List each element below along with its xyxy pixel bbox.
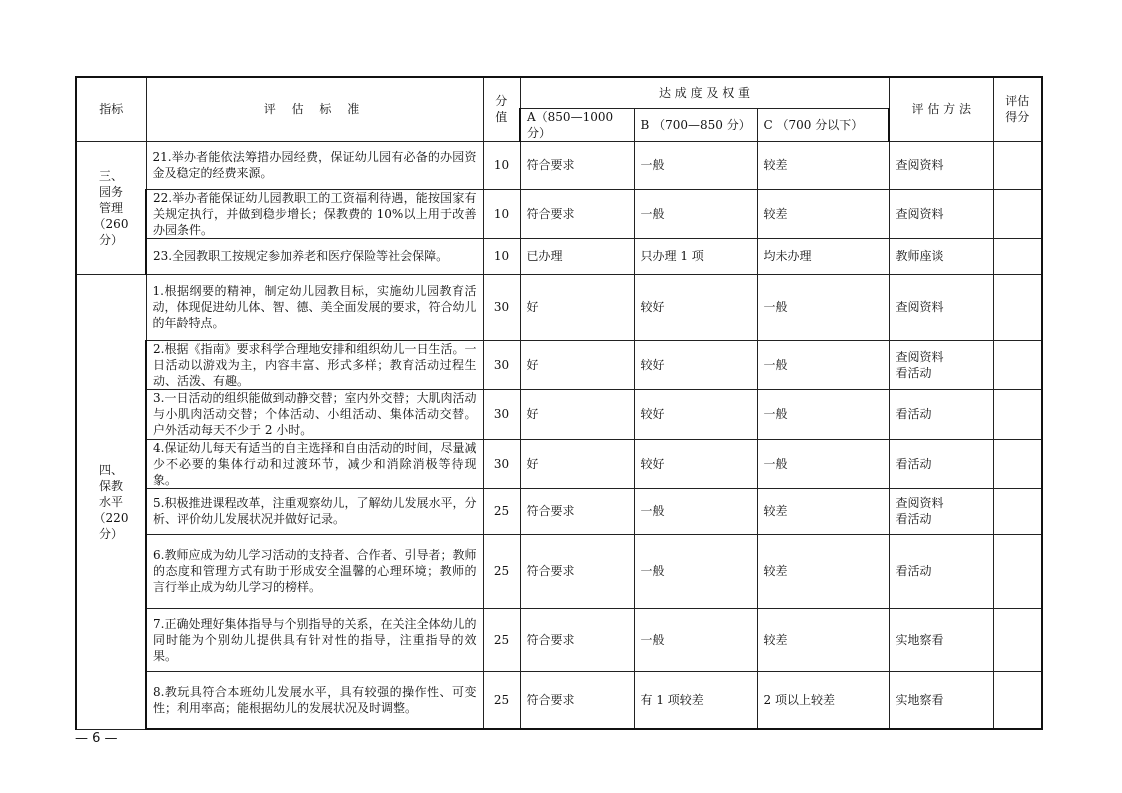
level-b-cell: 一般 bbox=[634, 608, 757, 671]
header-level-c: C （700 分以下） bbox=[757, 108, 889, 141]
table-row bbox=[76, 274, 1042, 340]
result-cell[interactable] bbox=[993, 488, 1042, 534]
score-cell: 10 bbox=[483, 141, 520, 189]
level-a-cell: 好 bbox=[520, 439, 634, 488]
header-result-top: 评估 bbox=[1005, 94, 1030, 109]
level-a-cell: 符合要求 bbox=[520, 671, 634, 729]
criterion-cell: 4.保证幼儿每天有适当的自主选择和自由活动的时间，尽量减少不必要的集体行动和过渡环节，减少和消除消极等待现象。 bbox=[146, 439, 483, 488]
level-a-cell: 好 bbox=[520, 274, 634, 340]
method-line: 看活动 bbox=[895, 456, 932, 471]
section-label bbox=[76, 141, 146, 274]
criterion-cell: 3.一日活动的组织能做到动静交替；室内外交替；大肌肉活动与小肌肉活动交替；个体活动、小组活动、集体活动交替。户外活动每天不少于 2 小时。 bbox=[146, 389, 483, 439]
header-result-bottom: 得分 bbox=[1005, 110, 1030, 125]
level-a-cell: 符合要求 bbox=[520, 534, 634, 608]
evaluation-table bbox=[75, 76, 1043, 730]
result-cell[interactable] bbox=[993, 340, 1042, 389]
criterion-cell: 6.教师应成为幼儿学习活动的支持者、合作者、引导者；教师的态度和管理方式有助于形成安全温馨的心理环境；教师的言行举止成为幼儿学习的榜样。 bbox=[146, 534, 483, 608]
method-line: 查阅资料 bbox=[895, 496, 944, 510]
method-line: 实地察看 bbox=[895, 632, 944, 647]
level-a-cell: 好 bbox=[520, 389, 634, 439]
level-a-cell: 符合要求 bbox=[520, 189, 634, 238]
level-b-cell: 一般 bbox=[634, 141, 757, 189]
result-cell[interactable] bbox=[993, 671, 1042, 729]
method-cell bbox=[889, 671, 993, 729]
level-c-cell: 较差 bbox=[757, 608, 889, 671]
method-line: 看活动 bbox=[895, 512, 932, 526]
score-cell: 30 bbox=[483, 439, 520, 488]
section-label-line: （220 分） bbox=[93, 510, 129, 541]
level-c-cell: 较差 bbox=[757, 189, 889, 238]
level-c-cell: 一般 bbox=[757, 274, 889, 340]
level-c-cell: 一般 bbox=[757, 439, 889, 488]
table-row bbox=[76, 671, 1042, 729]
level-b-cell: 一般 bbox=[634, 488, 757, 534]
table-row bbox=[76, 608, 1042, 671]
page-number: — 6 — bbox=[75, 731, 118, 746]
section-label-line: 水平 bbox=[98, 494, 123, 509]
level-a-cell: 符合要求 bbox=[520, 488, 634, 534]
method-cell bbox=[889, 488, 993, 534]
criterion-cell: 7.正确处理好集体指导与个别指导的关系，在关注全体幼儿的同时能为个别幼儿提供具有针对性的指导，注重指导的效果。 bbox=[146, 608, 483, 671]
level-b-cell: 较好 bbox=[634, 389, 757, 439]
method-cell bbox=[889, 340, 993, 389]
level-c-cell: 较差 bbox=[757, 488, 889, 534]
level-c-cell: 一般 bbox=[757, 340, 889, 389]
header-level-a: A（850—1000 分） bbox=[520, 108, 634, 141]
result-cell[interactable] bbox=[993, 534, 1042, 608]
table-row bbox=[76, 141, 1042, 189]
result-cell[interactable] bbox=[993, 274, 1042, 340]
criterion-cell: 1.根据纲要的精神，制定幼儿园教目标，实施幼儿园教育活动，体现促进幼儿体、智、德、美全面发展的要求，符合幼儿的年龄特点。 bbox=[146, 274, 483, 340]
criterion-cell: 22.举办者能保证幼儿园教职工的工资福利待遇，能按国家有关规定执行，并做到稳步增长；保教费的 10%以上用于改善办园条件。 bbox=[146, 189, 483, 238]
section-label-line: 保教 bbox=[98, 478, 123, 493]
level-a-cell: 符合要求 bbox=[520, 141, 634, 189]
header-result bbox=[993, 77, 1042, 141]
score-cell: 30 bbox=[483, 389, 520, 439]
score-cell: 25 bbox=[483, 488, 520, 534]
score-cell: 25 bbox=[483, 534, 520, 608]
header-level-b: B （700—850 分） bbox=[634, 108, 757, 141]
score-cell: 30 bbox=[483, 274, 520, 340]
level-b-cell: 较好 bbox=[634, 274, 757, 340]
criterion-cell: 23.全园教职工按规定参加养老和医疗保险等社会保障。 bbox=[146, 238, 483, 274]
level-c-cell: 较差 bbox=[757, 141, 889, 189]
result-cell[interactable] bbox=[993, 608, 1042, 671]
level-b-cell: 只办理 1 项 bbox=[634, 238, 757, 274]
table-row bbox=[76, 534, 1042, 608]
method-line: 查阅资料 bbox=[895, 300, 944, 314]
level-a-cell: 符合要求 bbox=[520, 608, 634, 671]
method-line: 教师座谈 bbox=[895, 249, 944, 263]
header-method: 评 估 方 法 bbox=[889, 77, 993, 141]
score-cell: 10 bbox=[483, 238, 520, 274]
level-a-cell: 好 bbox=[520, 340, 634, 389]
section-label-line: 四、 bbox=[98, 462, 123, 477]
method-cell bbox=[889, 141, 993, 189]
level-b-cell: 较好 bbox=[634, 439, 757, 488]
section-label-line: 园务 bbox=[98, 184, 123, 199]
method-line: 看活动 bbox=[895, 365, 932, 380]
table-row bbox=[76, 189, 1042, 238]
result-cell[interactable] bbox=[993, 189, 1042, 238]
method-cell bbox=[889, 608, 993, 671]
criterion-cell: 8.教玩具符合本班幼儿发展水平，具有较强的操作性、可变性；利用率高；能根据幼儿的发展状况及时调整。 bbox=[146, 671, 483, 729]
result-cell[interactable] bbox=[993, 238, 1042, 274]
score-cell: 25 bbox=[483, 608, 520, 671]
level-a-cell: 已办理 bbox=[520, 238, 634, 274]
method-line: 实地察看 bbox=[895, 692, 944, 707]
method-cell bbox=[889, 274, 993, 340]
header-score-bottom: 值 bbox=[495, 110, 508, 125]
method-line: 看活动 bbox=[895, 407, 932, 421]
header-score bbox=[483, 77, 520, 141]
level-b-cell: 一般 bbox=[634, 189, 757, 238]
table-row bbox=[76, 340, 1042, 389]
score-cell: 30 bbox=[483, 340, 520, 389]
method-line: 查阅资料 bbox=[895, 349, 944, 364]
method-line: 看活动 bbox=[895, 564, 932, 578]
header-score-top: 分 bbox=[495, 94, 508, 109]
method-line: 查阅资料 bbox=[895, 158, 944, 172]
method-cell bbox=[889, 389, 993, 439]
table-row bbox=[76, 389, 1042, 439]
score-cell: 25 bbox=[483, 671, 520, 729]
table-row bbox=[76, 238, 1042, 274]
result-cell[interactable] bbox=[993, 439, 1042, 488]
table-body bbox=[76, 141, 1042, 729]
level-c-cell: 较差 bbox=[757, 534, 889, 608]
section-label-line: 管理 bbox=[98, 200, 123, 215]
criterion-cell: 2.根据《指南》要求科学合理地安排和组织幼儿一日生活。一日活动以游戏为主，内容丰富、形式多样；教育活动过程生动、活泼、有趣。 bbox=[146, 340, 483, 389]
section-label-line: 三、 bbox=[98, 168, 123, 183]
section-label-line: （260 分） bbox=[93, 216, 129, 247]
method-line: 查阅资料 bbox=[895, 206, 944, 221]
level-b-cell: 一般 bbox=[634, 534, 757, 608]
table-row bbox=[76, 439, 1042, 488]
method-cell bbox=[889, 238, 993, 274]
criterion-cell: 21.举办者能依法筹措办园经费，保证幼儿园有必备的办园资金及稳定的经费来源。 bbox=[146, 141, 483, 189]
header-indicator: 指标 bbox=[76, 77, 146, 141]
level-c-cell: 2 项以上较差 bbox=[757, 671, 889, 729]
method-cell bbox=[889, 189, 993, 238]
criterion-cell: 5.积极推进课程改革，注重观察幼儿，了解幼儿发展水平，分析、评价幼儿发展状况并做好记录。 bbox=[146, 488, 483, 534]
level-c-cell: 均未办理 bbox=[757, 238, 889, 274]
section-label bbox=[76, 274, 146, 729]
score-cell: 10 bbox=[483, 189, 520, 238]
header-standard: 评 估 标 准 bbox=[146, 77, 483, 141]
method-cell bbox=[889, 439, 993, 488]
level-b-cell: 有 1 项较差 bbox=[634, 671, 757, 729]
level-c-cell: 一般 bbox=[757, 389, 889, 439]
level-b-cell: 较好 bbox=[634, 340, 757, 389]
result-cell[interactable] bbox=[993, 389, 1042, 439]
header-achievement: 达 成 度 及 权 重 bbox=[520, 77, 889, 108]
result-cell[interactable] bbox=[993, 141, 1042, 189]
method-cell bbox=[889, 534, 993, 608]
table-row bbox=[76, 488, 1042, 534]
